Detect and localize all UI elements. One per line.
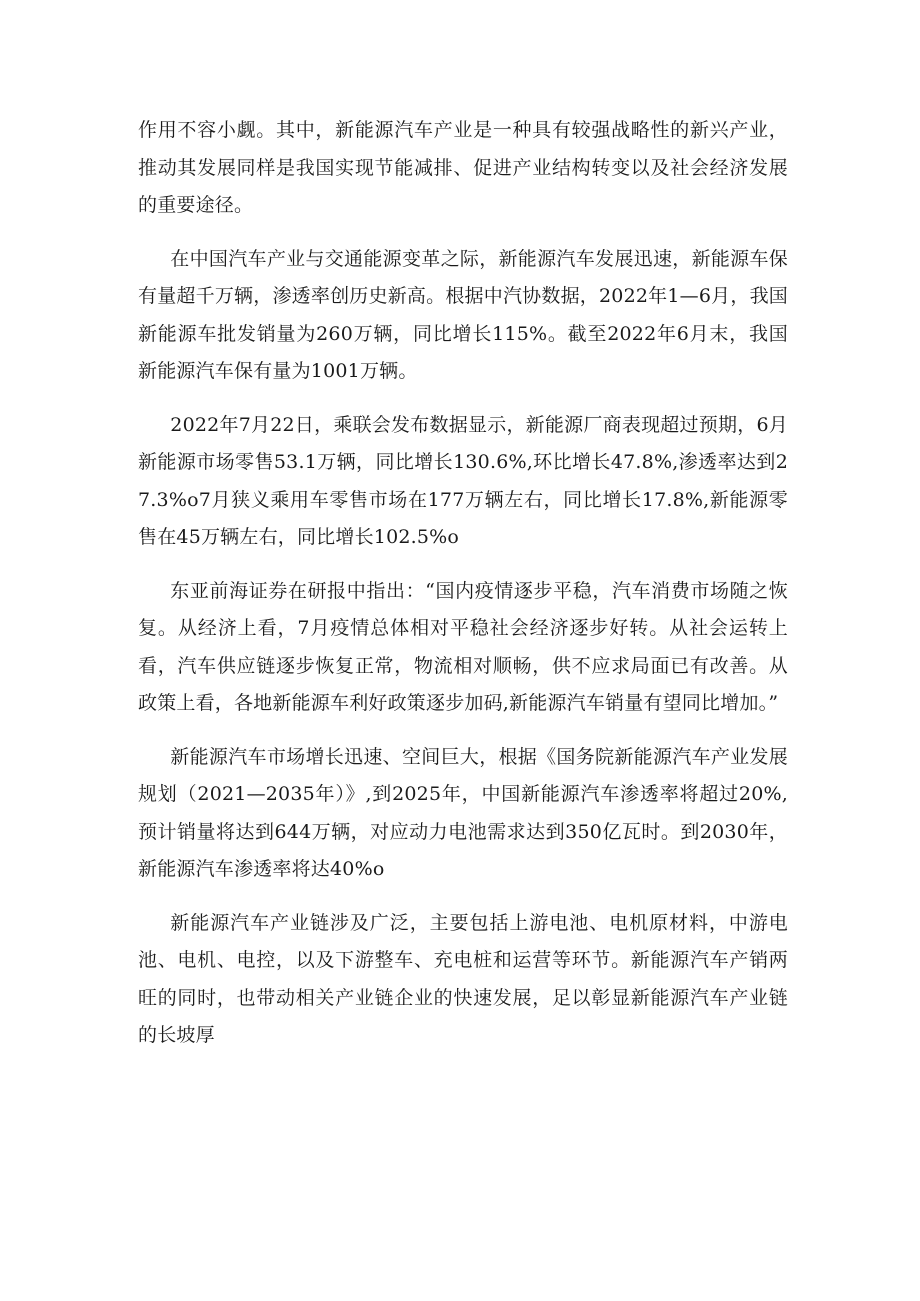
paragraph-6: 新能源汽车产业链涉及广泛，主要包括上游电池、电机原材料，中游电池、电机、电控，以及下游整车、充电桩和运营等环节。新能源汽车产销两旺的同时，也带动相关产业链企业的快速发展，足以彰显新能源汽车产业链的长坡厚 [138,911,788,1046]
document-page [138,112,788,1071]
paragraph-3: 2022年7月22日，乘联会发布数据显示，新能源厂商表现超过预期，6月新能源市场零售53.1万辆，同比增长130.6%,环比增长47.8%,渗透率达到27.3%o7月狭义乘用车零售市场在177万辆左右，同比增长17.8%,新能源零售在45万辆左右，同比增长102.5%o [138,413,788,548]
paragraph-4: 东亚前海证券在研报中指出：“国内疫情逐步平稳，汽车消费市场随之恢复。从经济上看，7月疫情总体相对平稳社会经济逐步好转。从社会运转上看，汽车供应链逐步恢复正常，物流相对顺畅，供不应求局面已有改善。从政策上看，各地新能源车利好政策逐步加码,新能源汽车销量有望同比增加。” [138,579,788,714]
paragraph-2: 在中国汽车产业与交通能源变革之际，新能源汽车发展迅速，新能源车保有量超千万辆，渗透率创历史新高。根据中汽协数据，2022年1—6月，我国新能源车批发销量为260万辆，同比增长115%。截至2022年6月末，我国新能源汽车保有量为1001万辆。 [138,247,788,382]
paragraph-5: 新能源汽车市场增长迅速、空间巨大，根据《国务院新能源汽车产业发展规划（2021—2035年）》,到2025年，中国新能源汽车渗透率将超过20%,预计销量将达到644万辆，对应动力电池需求达到350亿瓦时。到2030年，新能源汽车渗透率将达40%o [138,745,788,880]
paragraph-1: 作用不容小觑。其中，新能源汽车产业是一种具有较强战略性的新兴产业，推动其发展同样是我国实现节能减排、促进产业结构转变以及社会经济发展的重要途径。 [138,119,788,216]
